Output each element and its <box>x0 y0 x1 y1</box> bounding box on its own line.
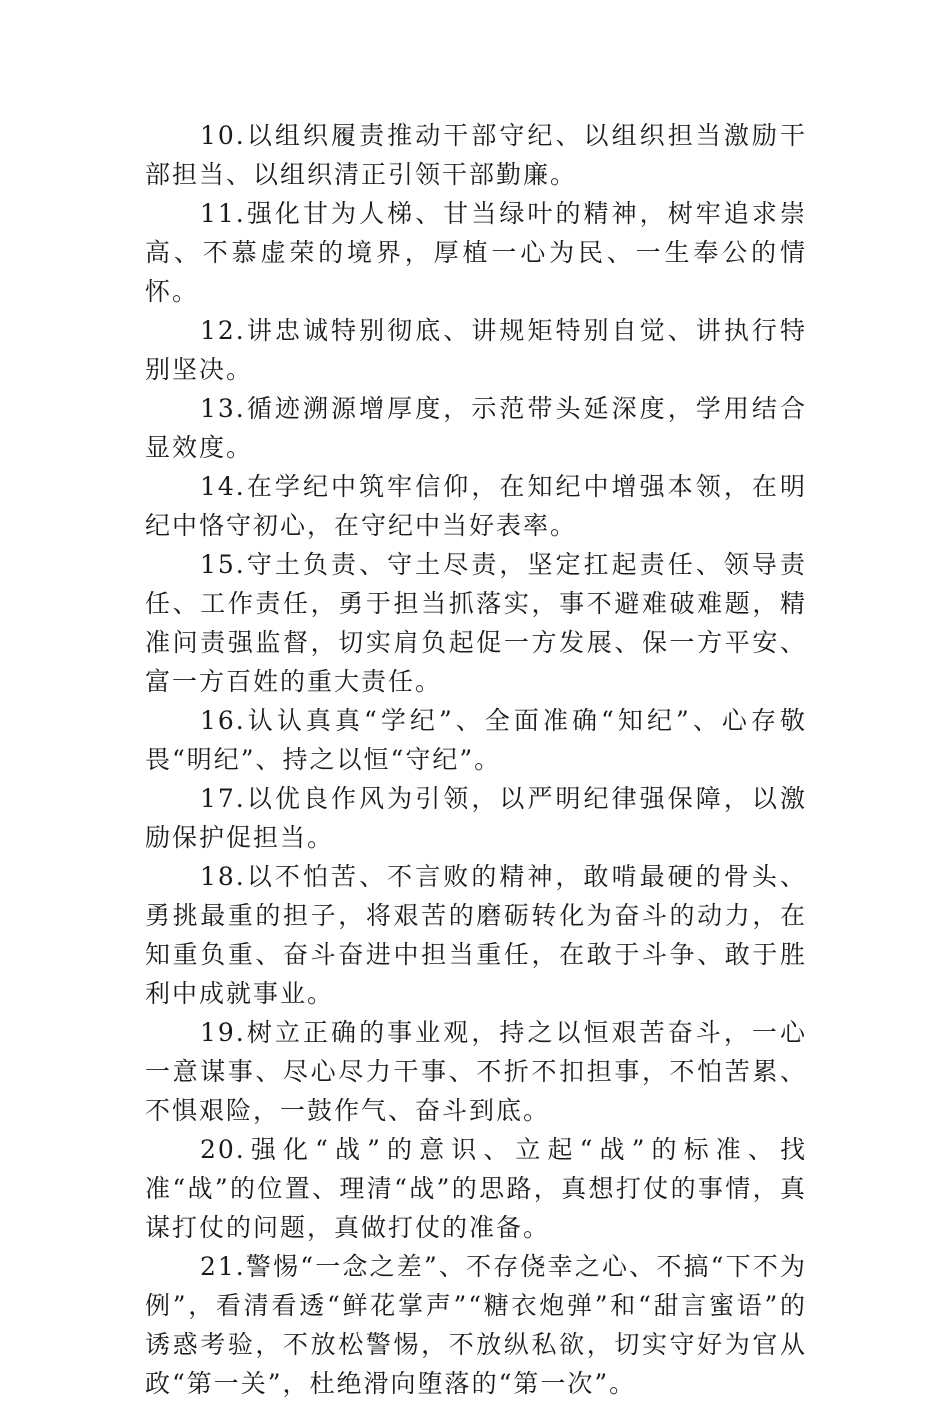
list-item-18: 18.以不怕苦、不言败的精神，敢啃最硬的骨头、勇挑最重的担子，将艰苦的磨砺转化为奋斗的动力，在知重负重、奋斗奋进中担当重任，在敢于斗争、敢于胜利中成就事业。 <box>145 862 807 1008</box>
list-item-19: 19.树立正确的事业观，持之以恒艰苦奋斗，一心一意谋事、尽心尽力干事、不折不扣担事，不怕苦累、不惧艰险，一鼓作气、奋斗到底。 <box>145 1018 807 1125</box>
list-item-10: 10.以组织履责推动干部守纪、以组织担当激励干部担当、以组织清正引领干部勤廉。 <box>145 121 807 189</box>
list-item-16: 16.认认真真“学纪”、全面准确“知纪”、心存敬畏“明纪”、持之以恒“守纪”。 <box>145 706 807 774</box>
document-body <box>145 116 807 1403</box>
list-item-20: 20.强化“战”的意识、立起“战”的标准、找准“战”的位置、理清“战”的思路，真想打仗的事情，真谋打仗的问题，真做打仗的准备。 <box>145 1135 807 1242</box>
list-item-21: 21.警惕“一念之差”、不存侥幸之心、不搞“下不为例”，看清看透“鲜花掌声”“糖衣炮弹”和“甜言蜜语”的诱惑考验，不放松警惕，不放纵私欲，切实守好为官从政“第一关”，杜绝滑向堕落的“第一次”。 <box>145 1252 807 1398</box>
list-item-17: 17.以优良作风为引领，以严明纪律强保障，以激励保护促担当。 <box>145 784 807 852</box>
list-item-11: 11.强化甘为人梯、甘当绿叶的精神，树牢追求崇高、不慕虚荣的境界，厚植一心为民、一生奉公的情怀。 <box>145 199 807 306</box>
list-item-14: 14.在学纪中筑牢信仰，在知纪中增强本领，在明纪中恪守初心，在守纪中当好表率。 <box>145 472 807 540</box>
list-item-13: 13.循迹溯源增厚度，示范带头延深度，学用结合显效度。 <box>145 394 807 462</box>
list-item-12: 12.讲忠诚特别彻底、讲规矩特别自觉、讲执行特别坚决。 <box>145 316 807 384</box>
list-item-15: 15.守土负责、守土尽责，坚定扛起责任、领导责任、工作责任，勇于担当抓落实，事不避难破难题，精准问责强监督，切实肩负起促一方发展、保一方平安、富一方百姓的重大责任。 <box>145 550 807 696</box>
